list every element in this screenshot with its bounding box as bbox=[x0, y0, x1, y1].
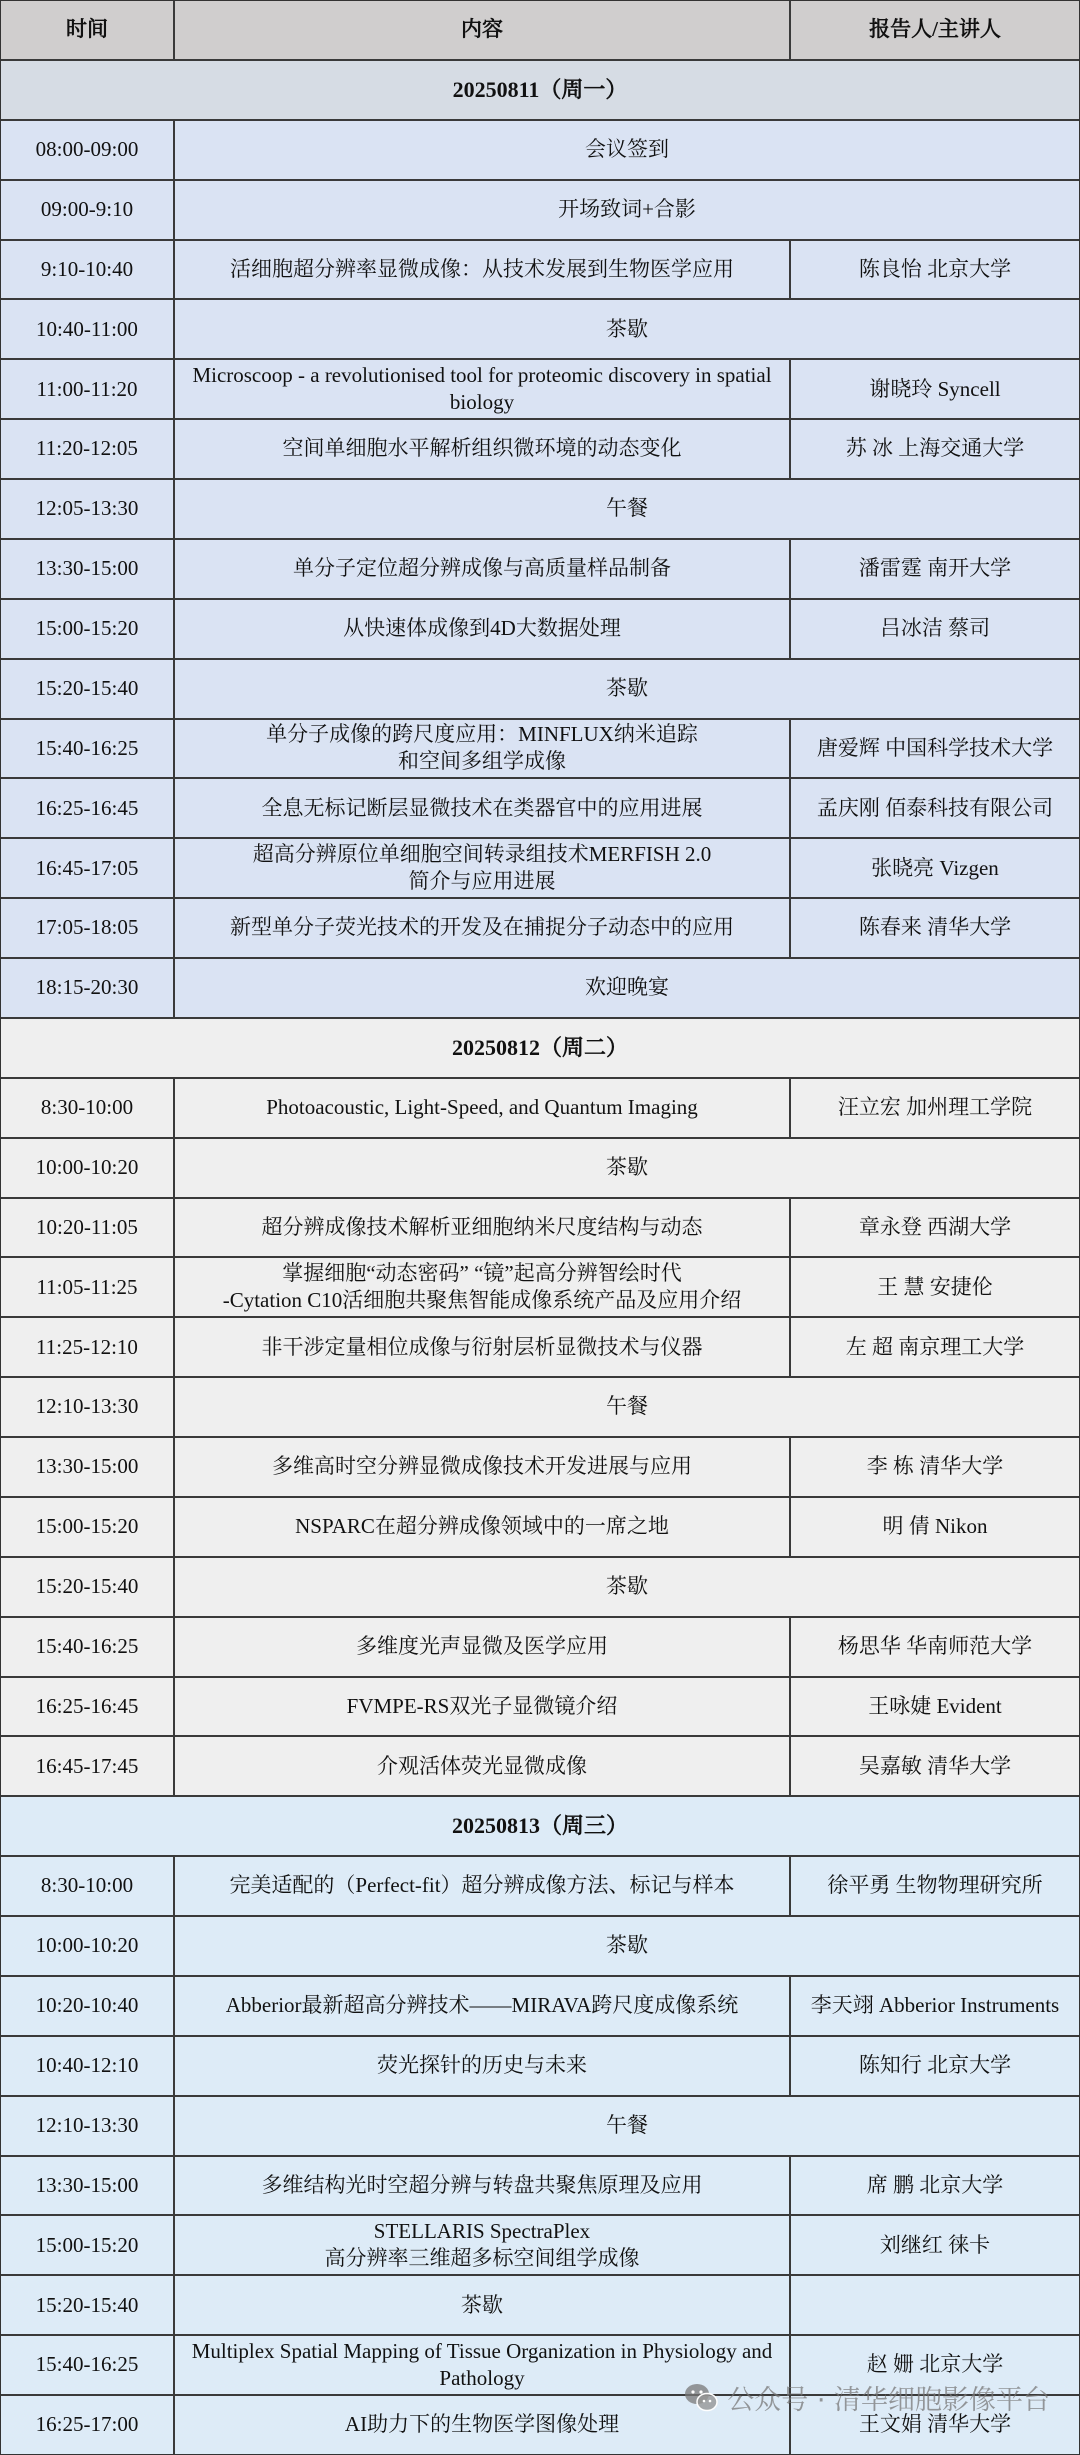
session-time: 09:00-9:10 bbox=[1, 181, 175, 239]
session-content: 多维度光声显微及医学应用 bbox=[175, 1618, 791, 1676]
session-time: 10:20-10:40 bbox=[1, 1977, 175, 2035]
session-content: Photoacoustic, Light-Speed, and Quantum Imaging bbox=[175, 1079, 791, 1137]
session-time: 15:20-15:40 bbox=[1, 1558, 175, 1616]
session-speaker: 唐爱辉 中国科学技术大学 bbox=[816, 735, 1054, 760]
session-time: 11:25-12:10 bbox=[1, 1318, 175, 1376]
session-speaker bbox=[791, 2276, 1079, 2334]
table-row bbox=[1, 779, 1079, 839]
session-content: 午餐 bbox=[606, 496, 648, 521]
session-content: Abberior最新超高分辨技术——MIRAVA跨尺度成像系统 bbox=[175, 1977, 791, 2035]
session-speaker: 吴嘉敏 清华大学 bbox=[858, 1753, 1012, 1778]
session-speaker: 谢晓玲 Syncell bbox=[869, 376, 1001, 401]
session-content: 完美适配的（Perfect-fit）超分辨成像方法、标记与样本 bbox=[175, 1857, 791, 1915]
table-row bbox=[1, 1977, 1079, 2037]
session-content: 茶歇 bbox=[606, 1154, 648, 1179]
session-content: 茶歇 bbox=[606, 316, 648, 341]
session-content: 单分子定位超分辨成像与高质量样品制备 bbox=[175, 540, 791, 598]
session-speaker: 潘雷霆 南开大学 bbox=[858, 556, 1012, 581]
session-time: 17:05-18:05 bbox=[1, 899, 175, 957]
session-content: 茶歇 bbox=[606, 1933, 648, 1958]
day-header-row bbox=[1, 61, 1079, 121]
session-content: Microscoop - a revolutionised tool for proteomic discovery in spatial biology bbox=[175, 360, 791, 418]
session-content: 茶歇 bbox=[175, 2276, 791, 2334]
day-date: 20250811（周一） bbox=[452, 76, 628, 102]
session-speaker: 张晓亮 Vizgen bbox=[871, 855, 999, 880]
session-time: 15:40-16:25 bbox=[1, 2336, 175, 2394]
session-time: 11:20-12:05 bbox=[1, 420, 175, 478]
table-row bbox=[1, 2037, 1079, 2097]
session-time: 12:10-13:30 bbox=[1, 1378, 175, 1436]
session-time: 8:30-10:00 bbox=[1, 1079, 175, 1137]
table-row bbox=[1, 1678, 1079, 1738]
table-row bbox=[1, 1378, 1079, 1438]
session-time: 16:25-16:45 bbox=[1, 779, 175, 837]
table-row bbox=[1, 360, 1079, 420]
session-content: 茶歇 bbox=[606, 675, 648, 700]
session-speaker: 王 慧 安捷伦 bbox=[877, 1274, 993, 1299]
session-content: 会议签到 bbox=[585, 137, 669, 162]
table-row bbox=[1, 2216, 1079, 2276]
session-time: 15:40-16:25 bbox=[1, 1618, 175, 1676]
session-speaker: 左 超 南京理工大学 bbox=[845, 1334, 1025, 1359]
wechat-icon bbox=[683, 2382, 719, 2414]
watermark bbox=[683, 2378, 1050, 2417]
table-header bbox=[1, 1, 1079, 61]
session-speaker: 孟庆刚 佰泰科技有限公司 bbox=[816, 795, 1054, 820]
table-row bbox=[1, 1199, 1079, 1259]
session-time: 8:30-10:00 bbox=[1, 1857, 175, 1915]
session-time: 11:05-11:25 bbox=[1, 1258, 175, 1316]
day-date: 20250812（周二） bbox=[451, 1034, 628, 1060]
session-content: 掌握细胞“动态密码” “镜”起高分辨智绘时代 -Cytation C10活细胞共聚焦智能成像系统产品及应用介绍 bbox=[175, 1258, 791, 1316]
session-content: 荧光探针的历史与未来 bbox=[175, 2037, 791, 2095]
session-speaker: 徐平勇 生物物理研究所 bbox=[827, 1873, 1043, 1898]
session-time: 15:20-15:40 bbox=[1, 2276, 175, 2334]
table-row bbox=[1, 899, 1079, 959]
table-row bbox=[1, 181, 1079, 241]
header-speaker: 报告人/主讲人 bbox=[869, 17, 1001, 42]
session-time: 18:15-20:30 bbox=[1, 959, 175, 1017]
table-row bbox=[1, 2276, 1079, 2336]
session-content: 多维高时空分辨显微成像技术开发进展与应用 bbox=[175, 1438, 791, 1496]
header-content: 内容 bbox=[175, 1, 791, 59]
session-speaker: 苏 冰 上海交通大学 bbox=[845, 436, 1025, 461]
session-content: 介观活体荧光显微成像 bbox=[175, 1737, 791, 1795]
watermark-text: 公众号 · 清华细胞影像平台 bbox=[727, 2385, 1050, 2416]
table-row bbox=[1, 600, 1079, 660]
session-content: 开场致词+合影 bbox=[558, 196, 696, 221]
session-speaker: 李天翊 Abberior Instruments bbox=[810, 1993, 1060, 2018]
session-time: 11:00-11:20 bbox=[1, 360, 175, 418]
session-content: 多维结构光时空超分辨与转盘共聚焦原理及应用 bbox=[175, 2157, 791, 2215]
session-content: 活细胞超分辨率显微成像：从技术发展到生物医学应用 bbox=[175, 241, 791, 299]
session-time: 16:45-17:05 bbox=[1, 839, 175, 897]
table-row bbox=[1, 2097, 1079, 2157]
table-row bbox=[1, 839, 1079, 899]
session-time: 15:00-15:20 bbox=[1, 2216, 175, 2274]
session-time: 15:00-15:20 bbox=[1, 600, 175, 658]
session-speaker: 陈良怡 北京大学 bbox=[858, 256, 1012, 281]
session-speaker: 章永登 西湖大学 bbox=[858, 1214, 1012, 1239]
session-time: 15:00-15:20 bbox=[1, 1498, 175, 1556]
table-row bbox=[1, 540, 1079, 600]
table-row bbox=[1, 959, 1079, 1019]
session-content: 全息无标记断层显微技术在类器官中的应用进展 bbox=[175, 779, 791, 837]
table-row bbox=[1, 1438, 1079, 1498]
session-speaker: 席 鹏 北京大学 bbox=[866, 2172, 1004, 2197]
session-content: 午餐 bbox=[606, 1394, 648, 1419]
session-time: 13:30-15:00 bbox=[1, 540, 175, 598]
table-row bbox=[1, 1737, 1079, 1797]
session-content: STELLARIS SpectraPlex 高分辨率三维超多标空间组学成像 bbox=[175, 2216, 791, 2274]
session-content: 超高分辨原位单细胞空间转录组技术MERFISH 2.0 简介与应用进展 bbox=[175, 839, 791, 897]
session-content: 午餐 bbox=[606, 2112, 648, 2137]
session-speaker: 杨思华 华南师范大学 bbox=[837, 1633, 1033, 1658]
table-row bbox=[1, 1139, 1079, 1199]
table-row bbox=[1, 720, 1079, 780]
session-content: NSPARC在超分辨成像领域中的一席之地 bbox=[175, 1498, 791, 1556]
session-time: 15:20-15:40 bbox=[1, 660, 175, 718]
session-time: 10:40-11:00 bbox=[1, 300, 175, 358]
session-time: 10:20-11:05 bbox=[1, 1199, 175, 1257]
session-content: 新型单分子荧光技术的开发及在捕捉分子动态中的应用 bbox=[175, 899, 791, 957]
table-row bbox=[1, 1498, 1079, 1558]
session-speaker: 赵 姗 北京大学 bbox=[866, 2352, 1004, 2377]
table-row bbox=[1, 1258, 1079, 1318]
session-content: AI助力下的生物医学图像处理 bbox=[175, 2396, 791, 2454]
session-content: 单分子成像的跨尺度应用：MINFLUX纳米追踪 和空间多组学成像 bbox=[175, 720, 791, 778]
session-time: 10:40-12:10 bbox=[1, 2037, 175, 2095]
session-time: 16:25-17:00 bbox=[1, 2396, 175, 2454]
session-time: 08:00-09:00 bbox=[1, 121, 175, 179]
session-time: 16:25-16:45 bbox=[1, 1678, 175, 1736]
table-row bbox=[1, 300, 1079, 360]
table-row bbox=[1, 121, 1079, 181]
session-content: 从快速体成像到4D大数据处理 bbox=[175, 600, 791, 658]
session-speaker: 汪立宏 加州理工学院 bbox=[837, 1095, 1033, 1120]
day-header-row bbox=[1, 1019, 1079, 1079]
table-row bbox=[1, 1857, 1079, 1917]
table-row bbox=[1, 2157, 1079, 2217]
session-content: Multiplex Spatial Mapping of Tissue Organization in Physiology and Pathology bbox=[175, 2336, 791, 2394]
table-row bbox=[1, 1917, 1079, 1977]
session-speaker: 王咏婕 Evident bbox=[868, 1693, 1002, 1718]
day-header-row bbox=[1, 1797, 1079, 1857]
session-content: 非干涉定量相位成像与衍射层析显微技术与仪器 bbox=[175, 1318, 791, 1376]
table-row bbox=[1, 1079, 1079, 1139]
session-time: 13:30-15:00 bbox=[1, 2157, 175, 2215]
session-speaker: 陈知行 北京大学 bbox=[858, 2053, 1012, 2078]
session-content: 茶歇 bbox=[606, 1574, 648, 1599]
session-time: 12:10-13:30 bbox=[1, 2097, 175, 2155]
session-speaker: 明 倩 Nikon bbox=[882, 1514, 988, 1539]
session-content: 超分辨成像技术解析亚细胞纳米尺度结构与动态 bbox=[175, 1199, 791, 1257]
session-speaker: 陈春来 清华大学 bbox=[858, 915, 1012, 940]
session-speaker: 李 栋 清华大学 bbox=[866, 1454, 1004, 1479]
table-row bbox=[1, 480, 1079, 540]
table-row bbox=[1, 660, 1079, 720]
session-speaker: 吕冰洁 蔡司 bbox=[879, 616, 991, 641]
session-content: FVMPE-RS双光子显微镜介绍 bbox=[175, 1678, 791, 1736]
session-time: 16:45-17:45 bbox=[1, 1737, 175, 1795]
session-speaker: 王文娟 清华大学 bbox=[858, 2412, 1012, 2437]
table-row bbox=[1, 420, 1079, 480]
table-row bbox=[1, 1558, 1079, 1618]
session-content: 欢迎晚宴 bbox=[585, 975, 669, 1000]
session-time: 12:05-13:30 bbox=[1, 480, 175, 538]
session-speaker: 刘继红 徕卡 bbox=[879, 2232, 991, 2257]
session-time: 13:30-15:00 bbox=[1, 1438, 175, 1496]
table-row bbox=[1, 1618, 1079, 1678]
session-time: 10:00-10:20 bbox=[1, 1917, 175, 1975]
session-time: 15:40-16:25 bbox=[1, 720, 175, 778]
header-time: 时间 bbox=[1, 1, 175, 59]
table-row bbox=[1, 1318, 1079, 1378]
table-row bbox=[1, 241, 1079, 301]
day-date: 20250813（周三） bbox=[451, 1812, 628, 1838]
session-time: 10:00-10:20 bbox=[1, 1139, 175, 1197]
session-time: 9:10-10:40 bbox=[1, 241, 175, 299]
session-content: 空间单细胞水平解析组织微环境的动态变化 bbox=[175, 420, 791, 478]
